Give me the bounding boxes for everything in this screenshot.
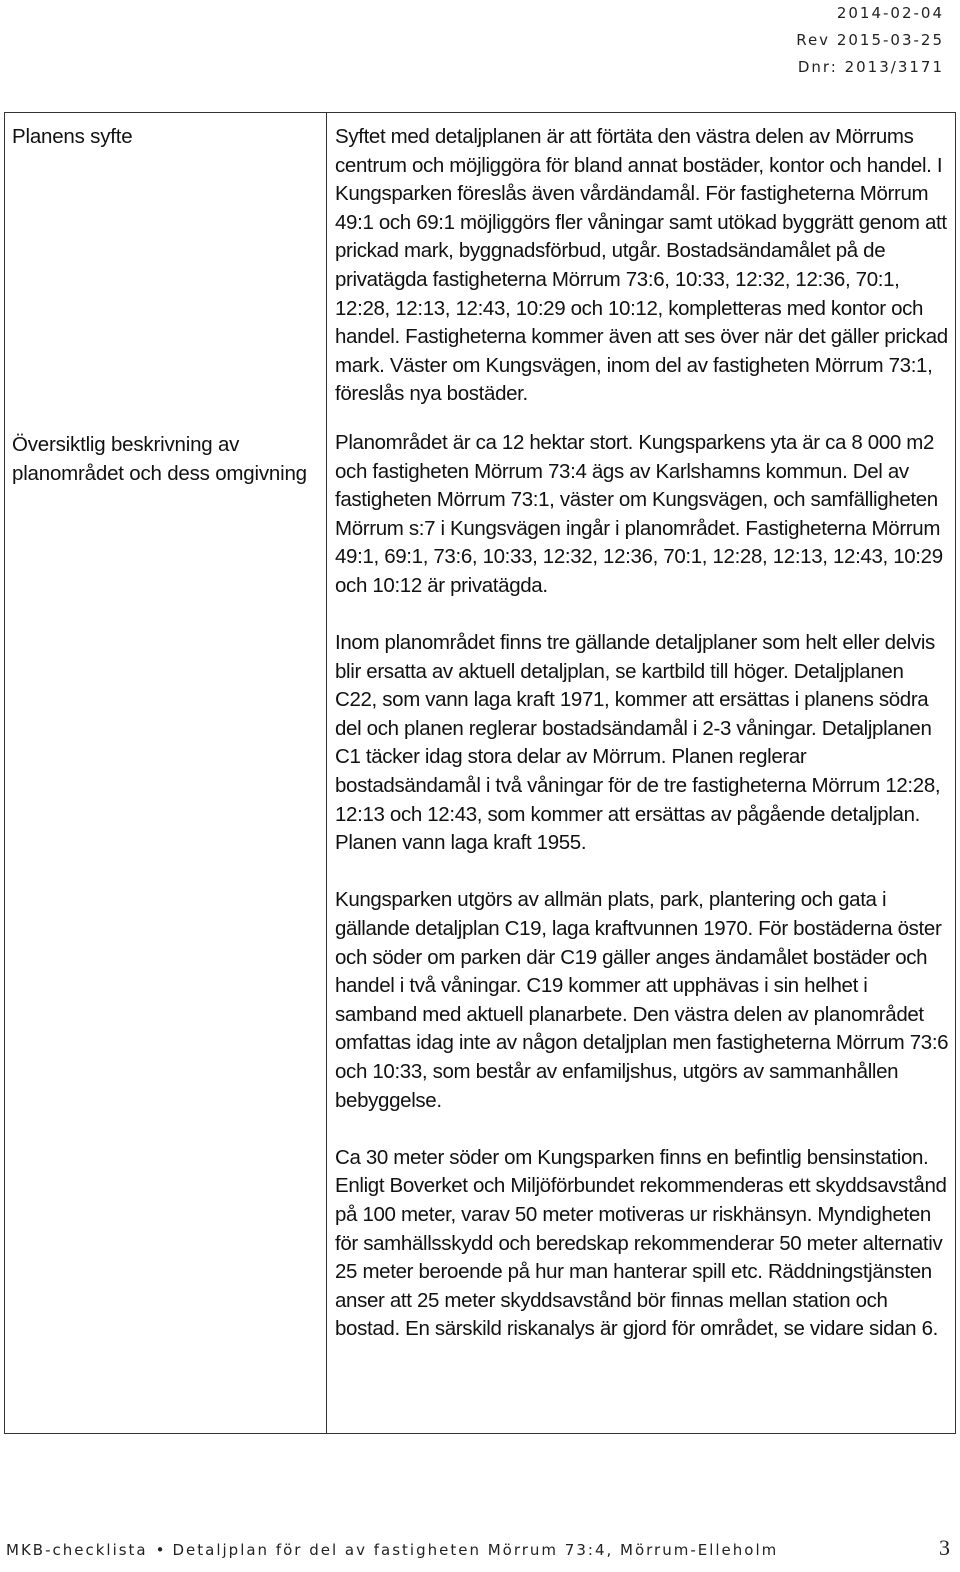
document-dnr: Dnr: 2013/3171 [797,58,944,76]
section-text-paragraph: Kungsparken utgörs av allmän plats, park, plantering och gata i gällande detaljplan C19, laga kraftvunnen 1970. För bostäderna öster och söder om parken där C19 gäller anges ändamålet bostäder och handel i två våningar. C19 kommer att upphävas i sin helhet i samband med aktuell planarbete. Den västra delen av planområdet omfattas idag inte av någon detaljplan men fastigheterna Mörrum 73:6 och 10:33, som består av enfamiljshus, utgörs av sammanhållen bebyggelse. [335,888,949,1112]
footer-doc-title: Detaljplan för del av fastigheten Mörrum 73:4, Mörrum-Elleholm [172,1541,779,1559]
label-column [5,113,327,1434]
page-footer [6,1535,950,1560]
section-label-beskrivning: Översiktlig beskrivning av planområdet och dess omgivning [12,433,307,485]
page-number: 3 [939,1535,950,1560]
checklist-table [4,112,956,1434]
document-date: 2014-02-04 [836,4,944,22]
section-text-syfte: Syftet med detaljplanen är att förtäta den västra delen av Mörrums centrum och möjliggöra för bland annat bostäder, kontor och handel. I Kungsparken föreslås även vårdändamål. För fastigheterna Mörrum 49:1 och 69:1 möjliggörs fler våningar samt utökad byggrätt genom att prickad mark, byggnadsförbud, utgår. Bostadsändamålet på de privatägda fastigheterna Mörrum 73:6, 10:33, 12:32, 12:36, 70:1, 12:28, 12:13, 12:43, 10:29 och 10:12, kompletteras med kontor och handel. Fastigheterna kommer även att ses över när det gäller prickad mark. Väster om Kungsvägen, inom del av fastigheten Mörrum 73:1, föreslås nya bostäder. [335,125,948,406]
section-text-paragraph: Ca 30 meter söder om Kungsparken finns en befintlig bensinstation. Enligt Boverket och Miljöförbundet rekommenderas ett skyddsavstånd på 100 meter, varav 50 meter motiveras ur riskhänsyn. Myndigheten för samhällsskydd och beredskap rekommenderar 50 meter alternativ 25 meter beroende på hur man hanterar spill etc. Räddningstjänsten anser att 25 meter skyddsavstånd bör finnas mellan station och bostad. En särskild riskanalys är gjord för området, se vidare sidan 6. [335,1145,947,1341]
section-text-paragraph: Inom planområdet finns tre gällande detaljplaner som helt eller delvis blir ersatta av aktuell detaljplan, se kartbild till höger. Detaljplanen C22, som vann laga kraft 1971, kommer att ersättas i planens södra del och planen reglerar bostadsändamål i 2-3 våningar. Detaljplanen C1 täcker idag stora delar av Mörrum. Planen reglerar bostadsändamål i två våningar för de tre fastigheterna Mörrum 12:28, 12:13 och 12:43, som kommer att ersättas av pågående detaljplan. Planen vann laga kraft 1955. [335,631,941,855]
content-column [327,113,956,1434]
footer-separator: • [155,1541,165,1559]
section-label-syfte: Planens syfte [12,125,133,148]
section-text-paragraph: Planområdet är ca 12 hektar stort. Kungsparkens yta är ca 8 000 m2 och fastigheten Mörrum 73:4 ägs av Karlshamns kommun. Del av fastigheten Mörrum 73:1, väster om Kungsvägen, och samfälligheten Mörrum s:7 i Kungsvägen ingår i planområdet. Fastigheterna Mörrum 49:1, 69:1, 73:6, 10:33, 12:32, 12:36, 70:1, 12:28, 12:13, 12:43, 10:29 och 10:12 är privatägda. [335,430,943,597]
document-meta [796,0,944,81]
document-revision: Rev 2015-03-25 [796,31,944,49]
footer-doc-type: MKB-checklista [6,1541,148,1559]
